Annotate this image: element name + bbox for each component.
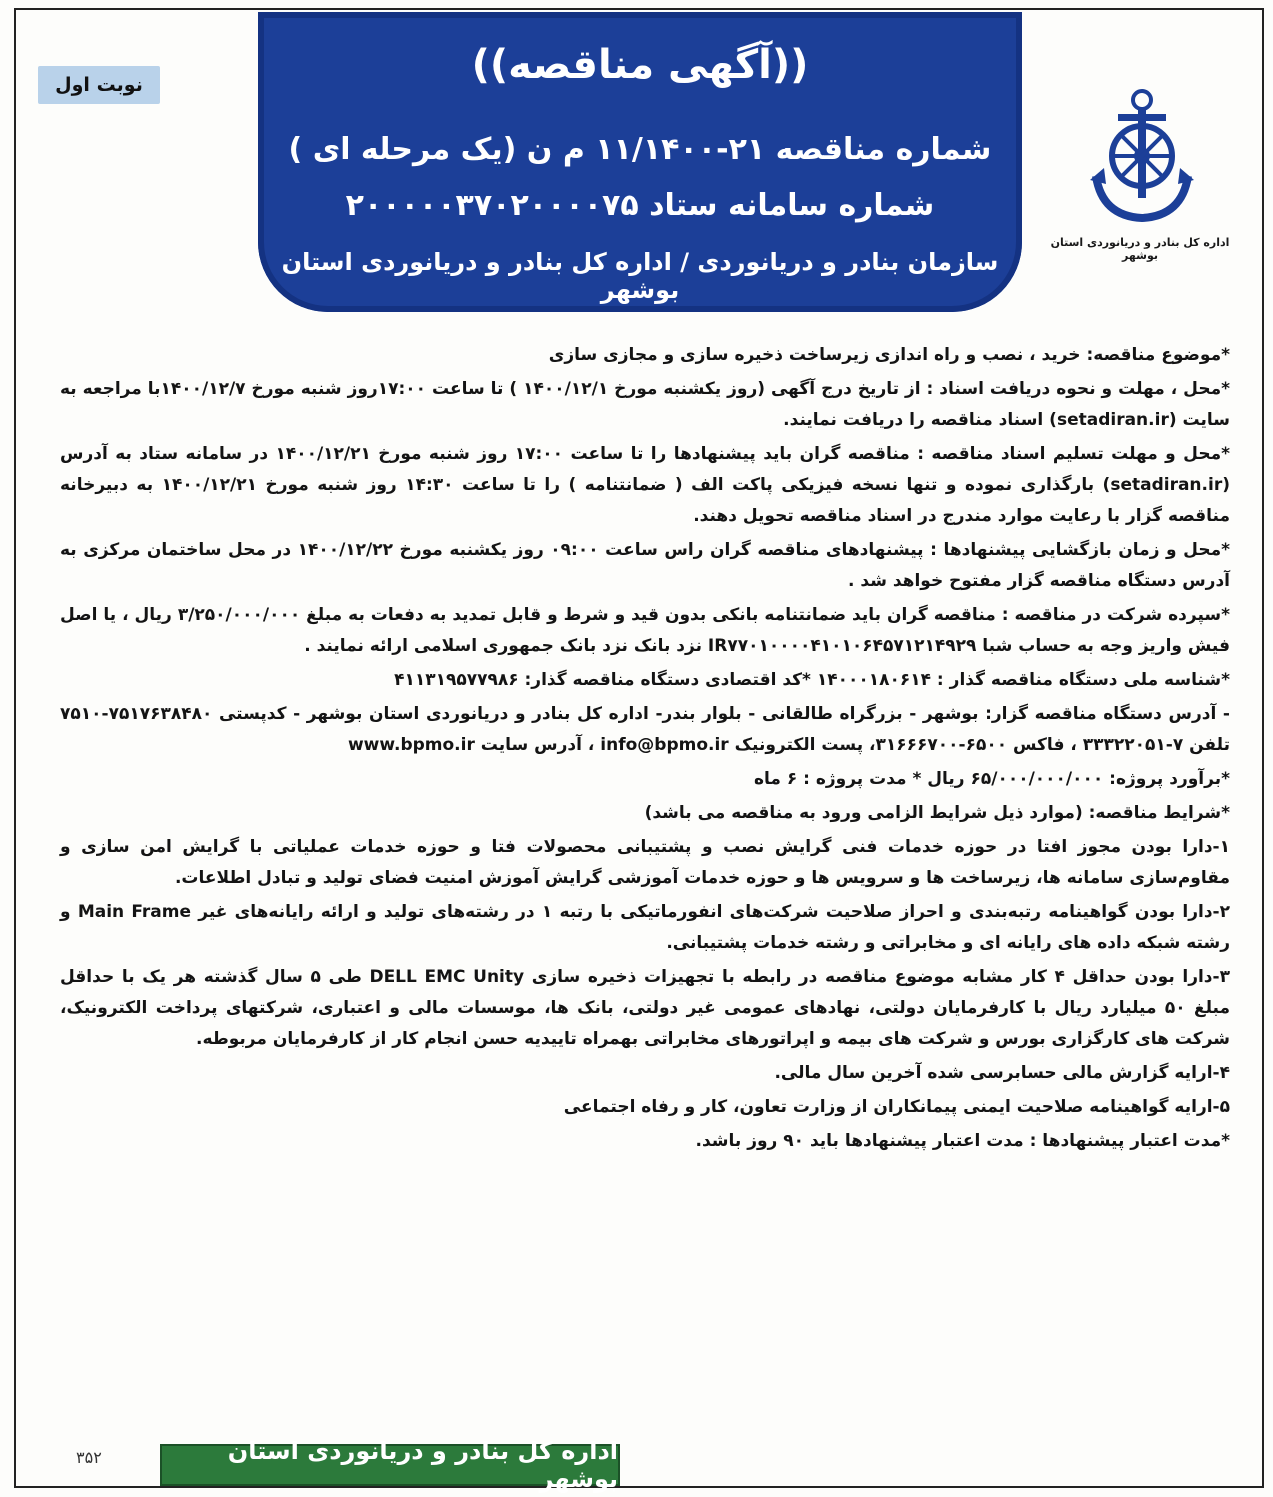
setad-number: شماره سامانه ستاد ۲۰۰۰۰۰۳۷۰۲۰۰۰۰۷۵ — [345, 188, 935, 223]
header-banner — [258, 12, 1022, 312]
paragraph-estimate: *برآورد پروژه: ۶۵/۰۰۰/۰۰۰/۰۰۰ ریال * مدت پروژه : ۶ ماه — [753, 769, 1230, 789]
paragraph-subject: *موضوع مناقصه: خرید ، نصب و راه اندازی زیرساخت ذخیره سازی و مجازی سازی — [548, 345, 1230, 365]
condition-1: ۱-دارا بودن مجوز افتا در حوزه خدمات فنی گرایش نصب و پشتیبانی محصولات فتا و حوزه خدمات عملیاتی با گرایش امن سازی و مقاوم‌سازی سامانه ها، زیرساخت ها و سرویس ها و حوزه خدمات آموزشی گرایش آموزش امنیت فضای تولید و تبادل اطلاعات. — [60, 837, 1230, 888]
tender-number: شماره مناقصه ۲۱-۱۱/۱۴۰۰ م ن (یک مرحله ای ) — [288, 132, 992, 167]
condition-5: ۵-ارایه گواهینامه صلاحیت ایمنی پیمانکاران از وزارت تعاون، کار و رفاه اجتماعی — [563, 1097, 1230, 1117]
condition-2: ۲-دارا بودن گواهینامه رتبه‌بندی و احراز صلاحیت شرکت‌های انفورماتیکی با رتبه ۱ در رشته‌های تولید و ارائه رایانه‌های غیر Main Frame و رشته شبکه داده های رایانه ای و مخابراتی و رشته خدمات پشتیبانی. — [60, 902, 1230, 953]
anchor-logo-icon — [1082, 84, 1202, 224]
paragraph-deposit: *سپرده شرکت در مناقصه : مناقصه گران باید ضمانتنامه بانکی بدون قید و شرط و قابل تمدید به دفعات به مبلغ ۳/۲۵۰/۰۰۰/۰۰۰ ریال ، یا اصل فیش واریز وجه به حساب شبا IR۷۷۰۱۰۰۰۰۴۱۰۱۰۶۴۵۷۱۲۱۴۹۲۹ نزد بانک نزد بانک جمهوری اسلامی ارائه نمایند . — [60, 605, 1230, 656]
page-number: ۳۵۲ — [76, 1448, 102, 1467]
paragraph-conditions: *شرایط مناقصه: (موارد ذیل شرایط الزامی ورود به مناقصه می باشد) — [644, 803, 1230, 823]
paragraph-document-receipt: *محل ، مهلت و نحوه دریافت اسناد : از تاریخ درج آگهی (روز یکشنبه مورخ ۱۴۰۰/۱۲/۱ ) تا ساعت ۱۷:۰۰روز شنبه مورخ ۱۴۰۰/۱۲/۷با مراجعه به سایت (setadiran.ir) اسناد مناقصه را دریافت نمایند. — [60, 379, 1230, 430]
condition-3: ۳-دارا بودن حداقل ۴ کار مشابه موضوع مناقصه در رابطه با تجهیزات ذخیره سازی DELL EMC Unity طی ۵ سال گذشته هر یک با حداقل مبلغ ۵۰ میلیارد ریال با کارفرمایان دولتی، نهادهای عمومی غیر دولتی، بانک ها، موسسات مالی و اعتباری، شرکتهای پرداخت الکترونیک، شرکت های کارگزاری بورس و شرکت های بیمه و اپراتورهای مخابراتی بهمراه تاییدیه حسن انجام کار از کارفرمایان مربوطه. — [60, 967, 1231, 1049]
condition-4: ۴-ارایه گزارش مالی حسابرسی شده آخرین سال مالی. — [774, 1063, 1230, 1083]
footer-banner: اداره کل بنادر و دریانوردی استان بوشهر — [160, 1444, 620, 1486]
paragraph-submission: *محل و مهلت تسلیم اسناد مناقصه : مناقصه گران باید پیشنهادها را تا ساعت ۱۷:۰۰ روز شنبه مورخ ۱۴۰۰/۱۲/۲۱ در سامانه ستاد به آدرس (setadiran.ir) بارگذاری نموده و تنها نسخه فیزیکی پاکت الف ( ضمانتنامه ) را تا ساعت ۱۴:۳۰ روز شنبه مورخ ۱۴۰۰/۱۲/۲۱ به دبیرخانه مناقصه گزار با رعایت موارد مندرج در اسناد مناقصه تحویل دهند. — [60, 444, 1230, 526]
paragraph-validity: *مدت اعتبار پیشنهادها : مدت اعتبار پیشنهادها باید ۹۰ روز باشد. — [695, 1131, 1230, 1151]
paragraph-opening: *محل و زمان بازگشایی پیشنهادها : پیشنهادهای مناقصه گران راس ساعت ۰۹:۰۰ روز یکشنبه مورخ ۱۴۰۰/۱۲/۲۲ در محل ساختمان مرکزی به آدرس دستگاه مناقصه گزار مفتوح خواهد شد . — [60, 540, 1230, 591]
notice-body — [60, 340, 1230, 1160]
organization-name: سازمان بنادر و دریانوردی / اداره کل بنادر و دریانوردی استان بوشهر — [281, 248, 999, 304]
paragraph-national-id: *شناسه ملی دستگاه مناقصه گذار : ۱۴۰۰۰۱۸۰۶۱۴ *کد اقتصادی دستگاه مناقصه گذار: ۴۱۱۳۱۹۵۷۷۹۸۶ — [394, 670, 1230, 690]
logo-caption: اداره کل بنادر و دریانوردی استان بوشهر — [1050, 236, 1230, 262]
paragraph-address: - آدرس دستگاه مناقصه گزار: بوشهر - بزرگراه طالقانی - بلوار بندر- اداره کل بنادر و دریانوردی استان بوشهر - کدپستی ۷۵۱۷۶۳۸۴۸۰-۷۵۱۰ تلفن ۷-۳۳۳۲۲۰۵۱ ، فاکس ۶۵۰۰-۳۱۶۶۶۷۰۰، پست الکترونیک info@bpmo.ir ، آدرس سایت www.bpmo.ir — [60, 704, 1230, 755]
round-badge: نوبت اول — [38, 66, 160, 104]
notice-title: ((آگهی مناقصه)) — [471, 42, 809, 88]
